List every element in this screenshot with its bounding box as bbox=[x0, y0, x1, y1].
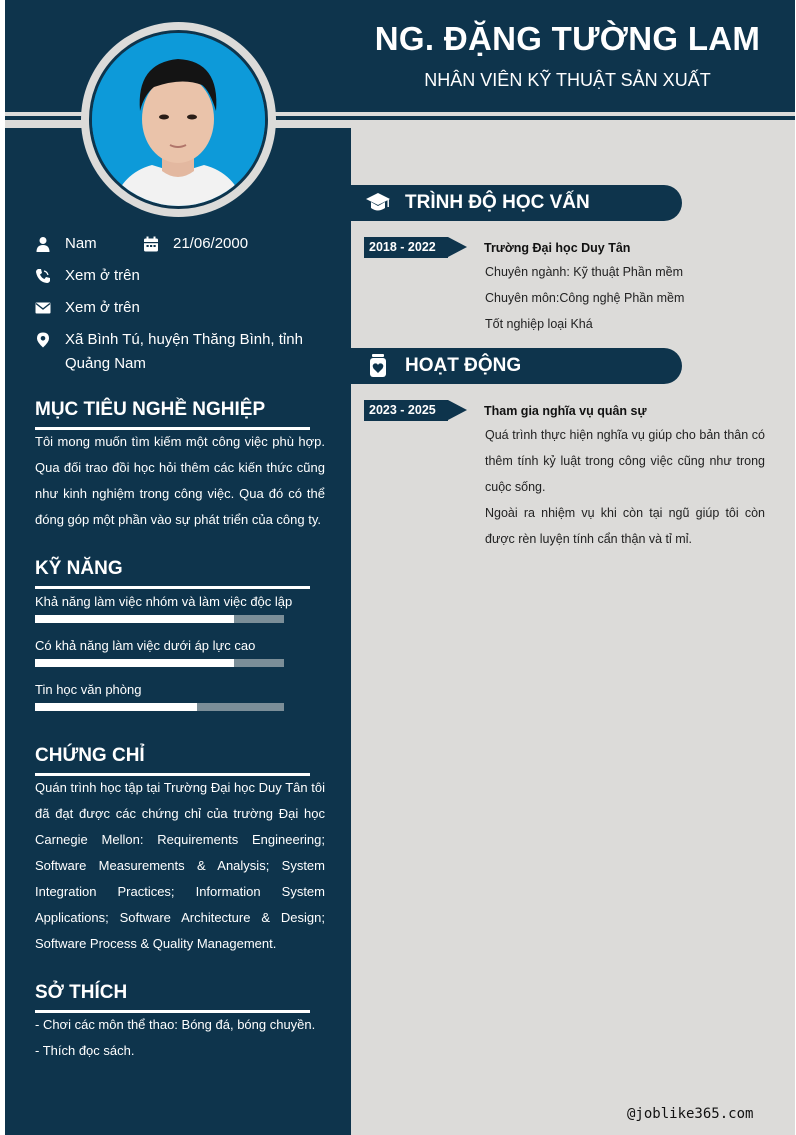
skill-label: Tin học văn phòng bbox=[35, 682, 142, 697]
objective-text: Tôi mong muốn tìm kiếm một công việc phù hợp. Qua đối trao đồi học hỏi thêm các kiến thức cũng như kinh nghiệm trong công việc. Qua đó có thể đóng góp một phần vào sự phát triển của công ty. bbox=[35, 434, 325, 527]
education-title: TRÌNH ĐỘ HỌC VẤN bbox=[405, 192, 590, 213]
objective-title: MỤC TIÊU NGHỀ NGHIỆP bbox=[35, 399, 310, 430]
skills-title: KỸ NĂNG bbox=[35, 558, 310, 589]
education-header bbox=[351, 185, 682, 221]
envelope-icon bbox=[35, 300, 51, 316]
skill-label: Có khả năng làm việc dưới áp lực cao bbox=[35, 638, 256, 653]
job-title: NHÂN VIÊN KỸ THUẬT SẢN XUẤT bbox=[424, 70, 711, 90]
education-period: 2018 - 2022 bbox=[364, 237, 448, 258]
avatar bbox=[89, 30, 268, 209]
education-period-tag bbox=[364, 237, 468, 258]
education-school: Trường Đại học Duy Tân bbox=[484, 241, 631, 255]
skill-bar-fill bbox=[35, 659, 234, 667]
certificates-text: Quán trình học tập tại Trường Đại học Duy Tân tôi đã đạt được các chứng chỉ của trường Đại học Carnegie Mellon: Requirements Engineering; Software Measurements & Analysis; System Integration Practices; Information System Applications; Software Architecture & Design; Software Process & Quality Management. bbox=[35, 780, 325, 951]
activities-period: 2023 - 2025 bbox=[364, 400, 448, 421]
activities-header bbox=[351, 348, 682, 384]
phone-icon bbox=[35, 268, 51, 284]
medal-heart-icon bbox=[365, 354, 391, 378]
hobbies-title: SỞ THÍCH bbox=[35, 982, 310, 1013]
activities-title: HOẠT ĐỘNG bbox=[405, 355, 522, 376]
skill-label: Khả năng làm việc nhóm và làm việc độc lập bbox=[35, 594, 293, 609]
tag-arrow bbox=[448, 237, 467, 257]
education-line: Tốt nghiệp loại Khá bbox=[485, 317, 593, 331]
skill-bar-fill bbox=[35, 703, 197, 711]
education-line: Chuyên môn:Công nghệ Phần mềm bbox=[485, 291, 685, 305]
activity-description: Ngoài ra nhiệm vụ khi còn tại ngũ giúp tôi còn được rèn luyện tính cẩn thận và tỉ mỉ. bbox=[485, 506, 765, 546]
contact-address-line2: Quảng Nam bbox=[65, 355, 146, 372]
graduation-cap-icon bbox=[365, 191, 391, 215]
education-line: Chuyên ngành: Kỹ thuật Phần mềm bbox=[485, 265, 684, 279]
map-pin-icon bbox=[35, 332, 51, 348]
activity-name: Tham gia nghĩa vụ quân sự bbox=[484, 404, 647, 418]
certificates-title: CHỨNG CHỈ bbox=[35, 745, 310, 776]
calendar-icon bbox=[143, 236, 159, 252]
candidate-name: NG. ĐẶNG TƯỜNG LAM bbox=[374, 20, 761, 57]
skill-bar-fill bbox=[35, 615, 234, 623]
profile-photo bbox=[92, 33, 265, 206]
skill-bar bbox=[35, 703, 284, 711]
watermark: @joblike365.com bbox=[627, 1106, 754, 1122]
skill-bar bbox=[35, 659, 284, 667]
tag-arrow bbox=[448, 400, 467, 420]
skill-bar bbox=[35, 615, 284, 623]
person-icon bbox=[35, 236, 51, 252]
cv-page: NG. ĐẶNG TƯỜNG LAM NHÂN VIÊN KỸ THUẬT SẢN XUẤT Nam 21/06/2000 Xem ở trên Xem ở trên Xã Bình Tú, huyện Thăng Bình, tỉnh Quảng Nam MỤC TIÊU NGHỀ NGHIỆP Tôi mong muốn tìm kiếm một công việc phù hợp. Qua đối trao đồi học hỏi thêm các kiến thức cũng như kinh nghiệm trong công việc. Qua đó có thể đóng góp một phần vào sự phát triển của công ty. KỸ NĂNG Khả năng làm việc nhóm và làm việc độc lập Có khả năng làm việc dưới áp lực cao Tin học văn phòng CHỨNG CHỈ Quán trình học tập tại Trường Đại học Duy Tân tôi đã đạt được các chứng chỉ của trường Đại học Carnegie Mellon: Requirements Engineering; Software Measurements & Analysis; System Integration Practices; Information System Applications; Software Architecture & Design; Software Process & Quality Management. SỞ THÍCH - Chơi các môn thể thao: Bóng đá, bóng chuyền. - Thích đọc sách. TRÌNH ĐỘ HỌC VẤN 2018 - 2022 Trường Đại học Duy Tân Chuyên ngành: Kỹ thuật Phần mềm Chuyên môn:Công nghệ Phần mềm Tốt nghiệp loại Khá HOẠT ĐỘNG 2023 - 2025 Tham gia nghĩa vụ quân sự Quá trình thực hiện nghĩa vụ giúp cho bản thân có thêm tính kỷ luật trong công việc cũng như trong cuộc sống. Ngoài ra nhiệm vụ khi còn tại ngũ giúp tôi còn được rèn luyện tính cẩn thận và tỉ mỉ. @joblike365.com bbox=[5, 0, 795, 1135]
activity-description: Quá trình thực hiện nghĩa vụ giúp cho bản thân có thêm tính kỷ luật trong công việc cũng như trong cuộc sống. bbox=[485, 428, 765, 494]
activities-period-tag bbox=[364, 400, 468, 421]
hobby-item: - Thích đọc sách. bbox=[35, 1043, 135, 1058]
hobby-item: - Chơi các môn thể thao: Bóng đá, bóng chuyền. bbox=[35, 1017, 316, 1032]
